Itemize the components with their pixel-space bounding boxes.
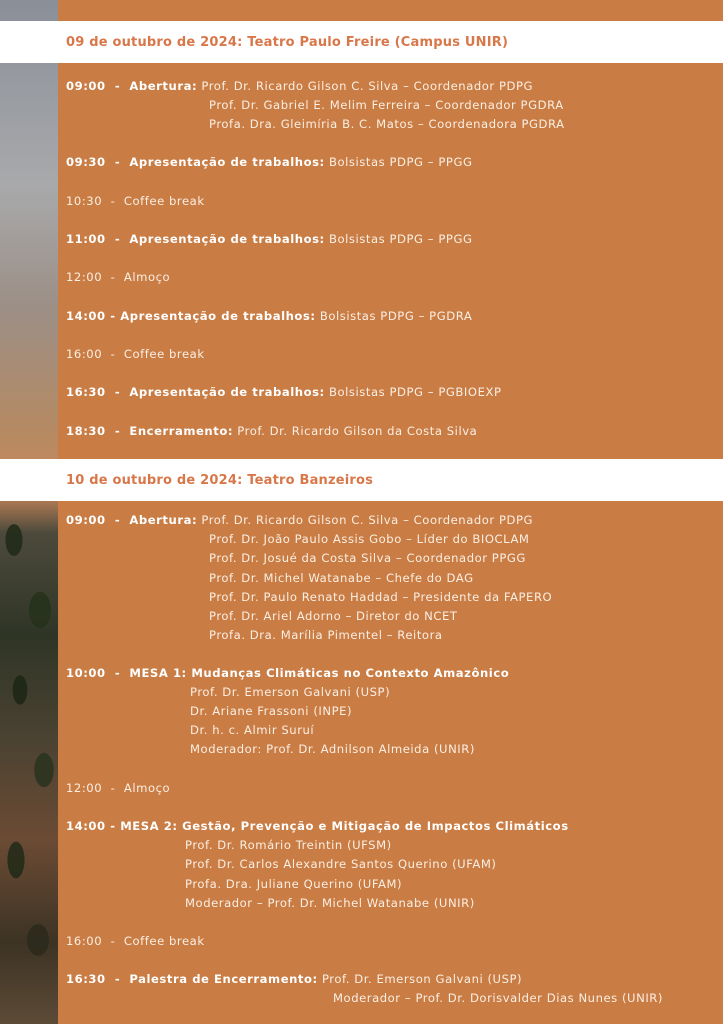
time-label: 12:00 — [66, 781, 103, 795]
item-detail: Prof. Dr. Gabriel E. Melim Ferreira – Coordenador PGDRA — [209, 98, 564, 112]
schedule-item: 09:30 - Apresentação de trabalhos: Bolsistas PDPG – PPGG — [66, 155, 473, 169]
schedule-item: 11:00 - Apresentação de trabalhos: Bolsistas PDPG – PPGG — [66, 232, 473, 246]
item-detail: Prof. Dr. Carlos Alexandre Santos Querino (UFAM) — [185, 857, 497, 871]
time-label: 12:00 — [66, 270, 103, 284]
foliage-photo — [0, 500, 58, 1024]
item-title: Abertura: — [129, 513, 198, 527]
item-detail: Prof. Dr. Emerson Galvani (USP) — [190, 685, 391, 699]
item-detail: Profa. Dra. Marília Pimentel – Reitora — [209, 628, 443, 642]
schedule-item: 14:00 - MESA 2: Gestão, Prevenção e Mitigação de Impactos Climáticos — [66, 819, 569, 833]
item-title: Abertura: — [129, 79, 198, 93]
schedule-item: 12:00 - Almoço — [66, 781, 171, 795]
day1-date-header — [0, 21, 723, 63]
schedule-item: 10:30 - Coffee break — [66, 194, 205, 208]
item-title: Apresentação de trabalhos: — [129, 385, 325, 399]
time-label: 09:00 — [66, 79, 106, 93]
time-label: 16:00 — [66, 347, 103, 361]
item-detail: Bolsistas PDPG – PPGG — [329, 155, 473, 169]
time-label: 16:30 — [66, 972, 106, 986]
schedule-item: 16:00 - Coffee break — [66, 934, 205, 948]
item-detail: Prof. Dr. Paulo Renato Haddad – Presidente da FAPERO — [209, 590, 553, 604]
day2-date-header — [0, 459, 723, 501]
item-detail: Dr. Ariane Frassoni (INPE) — [190, 704, 353, 718]
item-detail: Prof. Dr. João Paulo Assis Gobo – Líder do BIOCLAM — [209, 532, 530, 546]
item-detail: Prof. Dr. Ricardo Gilson C. Silva – Coordenador PDPG — [201, 79, 534, 93]
time-label: 11:00 — [66, 232, 106, 246]
item-title: Encerramento: — [129, 424, 234, 438]
item-detail: Moderador: Prof. Dr. Adnilson Almeida (UNIR) — [190, 742, 475, 756]
schedule-item: 18:30 - Encerramento: Prof. Dr. Ricardo Gilson da Costa Silva — [66, 424, 478, 438]
time-label: 16:30 — [66, 385, 106, 399]
item-detail: Prof. Dr. Josué da Costa Silva – Coordenador PPGG — [209, 551, 526, 565]
schedule-item: 12:00 - Almoço — [66, 270, 171, 284]
item-title: Palestra de Encerramento: — [129, 972, 318, 986]
item-detail: Prof. Dr. Ariel Adorno – Diretor do NCET — [209, 609, 458, 623]
item-detail: Coffee break — [123, 347, 205, 361]
schedule-item: 16:00 - Coffee break — [66, 347, 205, 361]
item-detail: Almoço — [123, 270, 171, 284]
schedule-item: 09:00 - Abertura: Prof. Dr. Ricardo Gilson C. Silva – Coordenador PDPG — [66, 513, 534, 527]
time-label: 09:30 — [66, 155, 106, 169]
item-detail: Bolsistas PDPG – PPGG — [329, 232, 473, 246]
item-detail: Dr. h. c. Almir Suruí — [190, 723, 315, 737]
item-detail: Prof. Dr. Ricardo Gilson da Costa Silva — [237, 424, 478, 438]
time-label: 18:30 — [66, 424, 106, 438]
time-label: 14:00 — [66, 819, 106, 833]
item-title: MESA 1: Mudanças Climáticas no Contexto Amazônico — [129, 666, 510, 680]
item-title: Apresentação de trabalhos: — [129, 232, 325, 246]
item-detail: Profa. Dra. Juliane Querino (UFAM) — [185, 877, 403, 891]
schedule-item: 14:00 - Apresentação de trabalhos: Bolsistas PDPG – PGDRA — [66, 309, 473, 323]
time-label: 09:00 — [66, 513, 106, 527]
schedule-item: 09:00 - Abertura: Prof. Dr. Ricardo Gilson C. Silva – Coordenador PDPG — [66, 79, 534, 93]
item-detail: Prof. Dr. Michel Watanabe – Chefe do DAG — [209, 571, 474, 585]
item-detail: Prof. Dr. Ricardo Gilson C. Silva – Coordenador PDPG — [201, 513, 534, 527]
item-title: Apresentação de trabalhos: — [120, 309, 316, 323]
time-label: 10:30 — [66, 194, 103, 208]
time-label: 10:00 — [66, 666, 106, 680]
item-detail: Bolsistas PDPG – PGBIOEXP — [329, 385, 502, 399]
schedule-item: 16:30 - Palestra de Encerramento: Prof. Dr. Emerson Galvani (USP) — [66, 972, 523, 986]
schedule-item: 10:00 - MESA 1: Mudanças Climáticas no Contexto Amazônico — [66, 666, 510, 680]
item-detail: Profa. Dra. Gleimíria B. C. Matos – Coordenadora PGDRA — [209, 117, 565, 131]
time-label: 16:00 — [66, 934, 103, 948]
item-detail: Moderador – Prof. Dr. Michel Watanabe (UNIR) — [185, 896, 475, 910]
time-label: 14:00 — [66, 309, 106, 323]
item-detail: Prof. Dr. Emerson Galvani (USP) — [321, 972, 523, 986]
item-detail: Prof. Dr. Romário Treintin (UFSM) — [185, 838, 392, 852]
item-title: Apresentação de trabalhos: — [129, 155, 325, 169]
item-detail: Coffee break — [123, 194, 205, 208]
item-detail: Almoço — [123, 781, 171, 795]
schedule-item: 16:30 - Apresentação de trabalhos: Bolsistas PDPG – PGBIOEXP — [66, 385, 502, 399]
day2-date-label: 10 de outubro de 2024: Teatro Banzeiros — [66, 472, 374, 488]
item-title: MESA 2: Gestão, Prevenção e Mitigação de Impactos Climáticos — [120, 819, 569, 833]
day1-date-label: 09 de outubro de 2024: Teatro Paulo Freire (Campus UNIR) — [66, 34, 509, 50]
item-detail: Coffee break — [123, 934, 205, 948]
item-detail: Moderador – Prof. Dr. Dorisvalder Dias Nunes (UNIR) — [333, 991, 663, 1005]
item-detail: Bolsistas PDPG – PGDRA — [319, 309, 473, 323]
